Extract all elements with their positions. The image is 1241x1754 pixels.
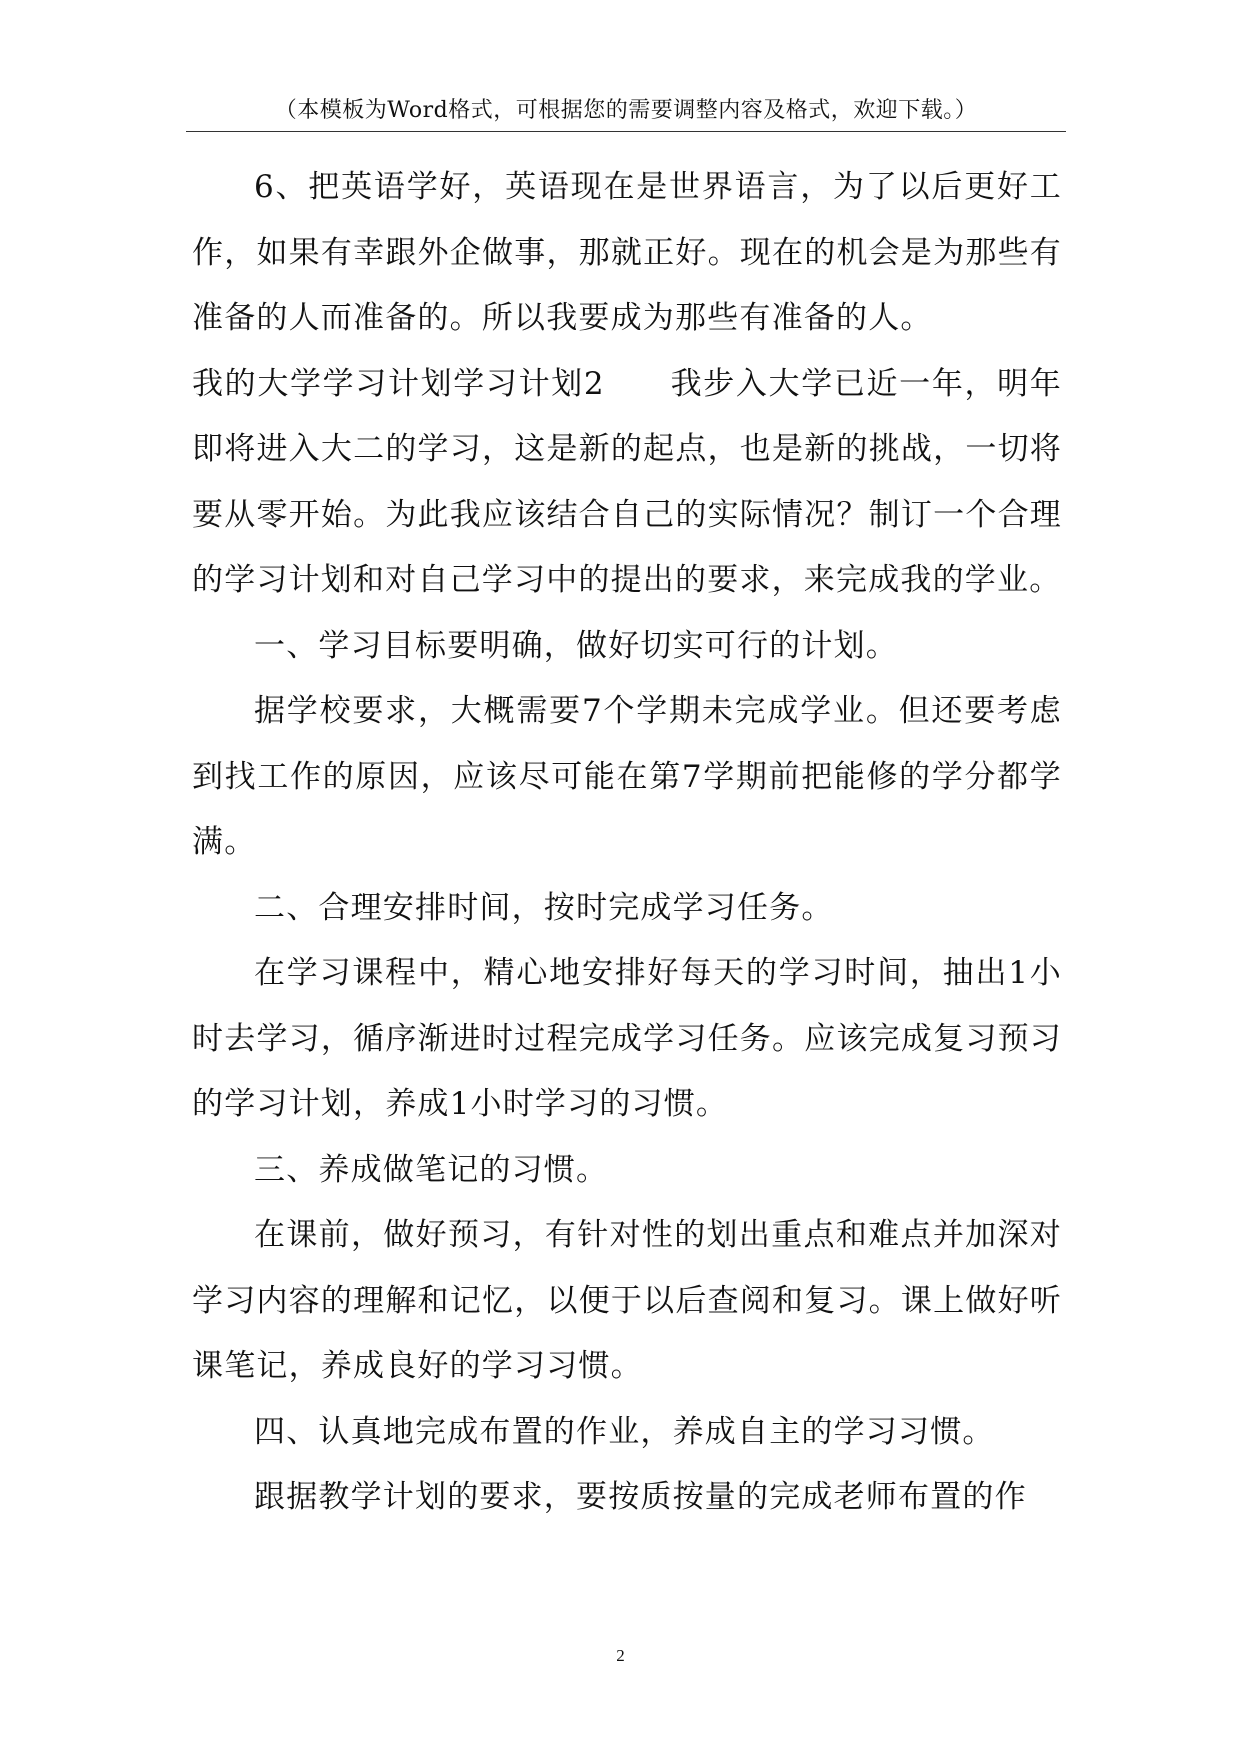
paragraph-goals: 据学校要求，大概需要7个学期未完成学业。但还要考虑到找工作的原因，应该尽可能在第7学期前把能修的学分都学满。 xyxy=(192,693,1062,860)
paragraph-notes: 在课前，做好预习，有针对性的划出重点和难点并加深对学习内容的理解和记忆，以便于以后查阅和复习。课上做好听课笔记，养成良好的学习习惯。 xyxy=(192,1217,1062,1384)
section-heading-notes: 三、养成做笔记的习惯。 xyxy=(254,1151,609,1188)
document-body xyxy=(192,155,1062,1531)
header-divider xyxy=(186,131,1066,132)
section-heading-goals: 一、学习目标要明确，做好切实可行的计划。 xyxy=(254,627,898,664)
template-header-note: （本模板为Word格式，可根据您的需要调整内容及格式，欢迎下载。） xyxy=(274,98,978,123)
paragraph-time: 在学习课程中，精心地安排好每天的学习时间，抽出1小时去学习，循序渐进时过程完成学习任务。应该完成复习预习的学习计划，养成1小时学习的习惯。 xyxy=(192,955,1062,1122)
paragraph-english-study: 6、把英语学好，英语现在是世界语言，为了以后更好工作，如果有幸跟外企做事，那就正好。现在的机会是为那些有准备的人而准备的。所以我要成为那些有准备的人。 xyxy=(192,169,1062,336)
paragraph-study-plan-intro: 我的大学学习计划学习计划2 我步入大学已近一年，明年即将进入大二的学习，这是新的起点，也是新的挑战，一切将要从零开始。为此我应该结合自己的实际情况？制订一个合理的学习计划和对自己学习中的提出的要求，来完成我的学业。 xyxy=(192,365,1062,598)
section-heading-homework: 四、认真地完成布置的作业，养成自主的学习习惯。 xyxy=(254,1413,995,1450)
paragraph-homework: 跟据教学计划的要求，要按质按量的完成老师布置的作 xyxy=(254,1479,1027,1515)
page-number: 2 xyxy=(616,1646,625,1665)
section-heading-time: 二、合理安排时间，按时完成学习任务。 xyxy=(254,889,834,926)
